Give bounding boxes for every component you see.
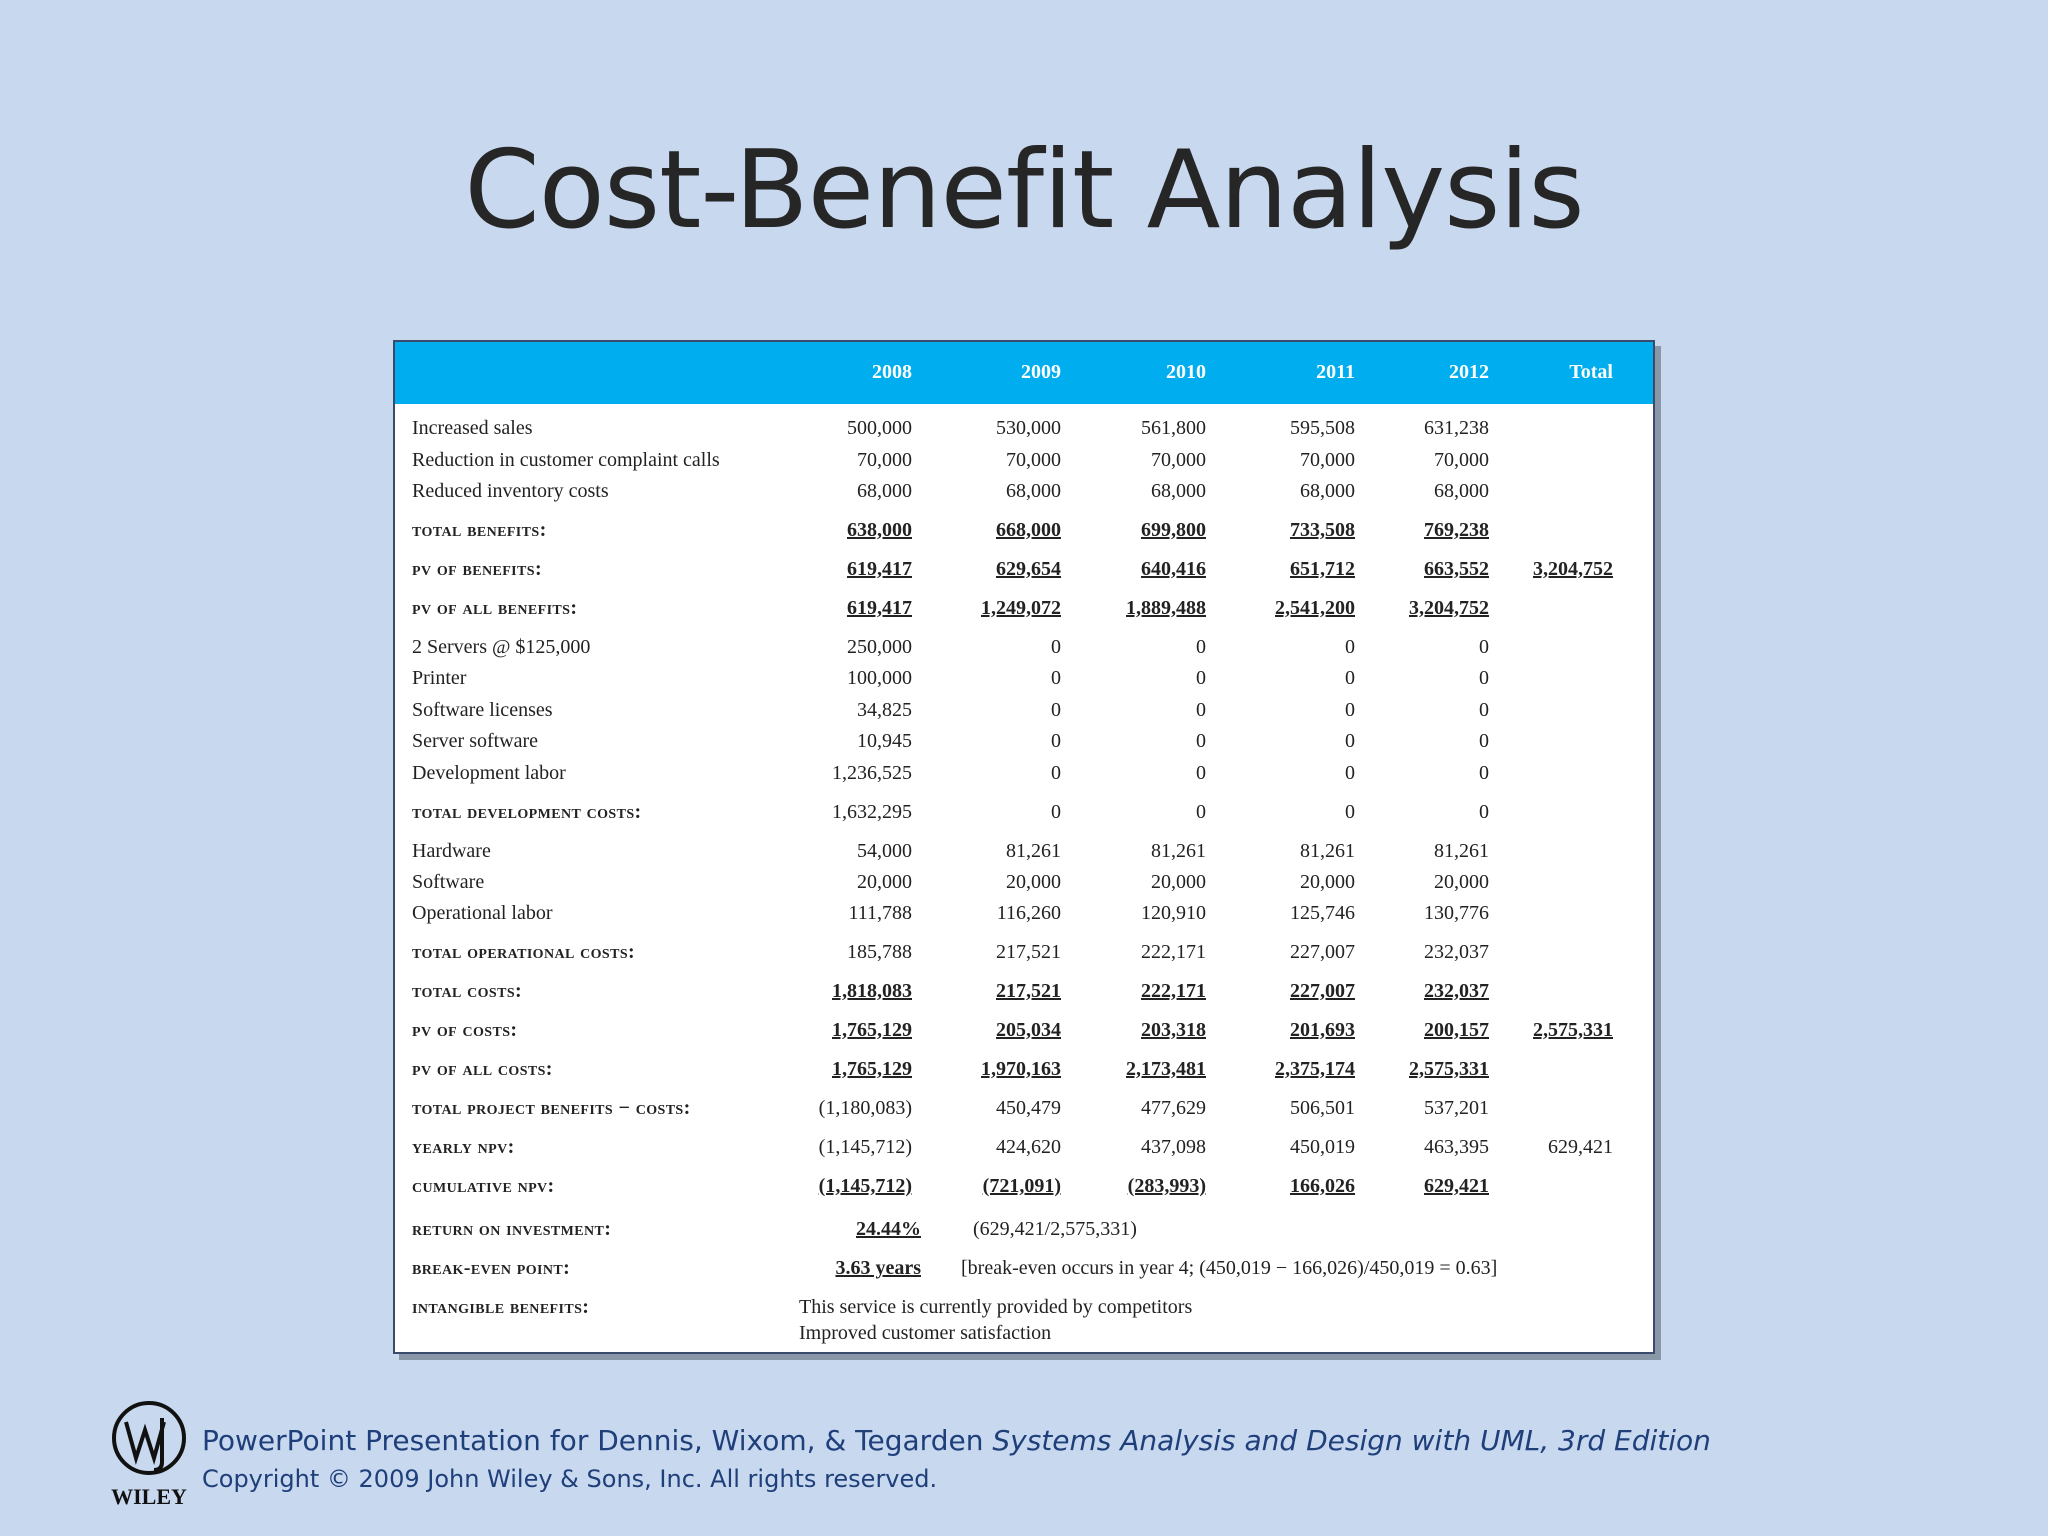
cell-2012: 0 (1479, 636, 1489, 658)
cell-2009: 68,000 (1006, 480, 1061, 502)
roi-note: (629,421/2,575,331) (973, 1218, 1137, 1240)
cell-total: 2,575,331 (1533, 1019, 1613, 1041)
cell-2011: 166,026 (1290, 1175, 1355, 1197)
cell-2008: 619,417 (847, 558, 912, 580)
cell-2012: 2,575,331 (1409, 1058, 1489, 1080)
row-label: total development costs: (412, 801, 642, 823)
wiley-logo-icon (110, 1400, 188, 1510)
roi-label: return on investment: (412, 1218, 612, 1240)
column-header-2008: 2008 (872, 361, 912, 383)
cell-2008: 500,000 (847, 417, 912, 439)
cell-2011: 68,000 (1300, 480, 1355, 502)
cell-2010: 0 (1196, 667, 1206, 689)
row-label: Software licenses (412, 699, 553, 721)
row-label: Hardware (412, 840, 491, 862)
slide-title: Cost-Benefit Analysis (464, 128, 1584, 253)
cell-2008: 100,000 (847, 667, 912, 689)
cell-2008: 10,945 (857, 730, 912, 752)
table-row (395, 1058, 1653, 1088)
intangible-label: intangible benefits: (412, 1296, 590, 1318)
row-label: Reduction in customer complaint calls (412, 449, 720, 471)
row-label: pv of benefits: (412, 558, 543, 580)
cell-2009: 530,000 (996, 417, 1061, 439)
cell-2012: 3,204,752 (1409, 597, 1489, 619)
table-row (395, 840, 1653, 870)
row-label: pv of costs: (412, 1019, 518, 1041)
cell-2008: 1,818,083 (832, 980, 912, 1002)
table-header (395, 342, 1653, 404)
cell-2009: 70,000 (1006, 449, 1061, 471)
cell-2012: 663,552 (1424, 558, 1489, 580)
cell-2008: 1,765,129 (832, 1019, 912, 1041)
cell-2010: 120,910 (1141, 902, 1206, 924)
footer-prefix: PowerPoint Presentation for Dennis, Wixom, & Tegarden (202, 1424, 993, 1457)
cell-2008: (1,145,712) (818, 1175, 912, 1197)
cell-2008: 111,788 (848, 902, 912, 924)
cell-2010: 0 (1196, 762, 1206, 784)
cell-2010: 68,000 (1151, 480, 1206, 502)
cell-2008: (1,180,083) (818, 1097, 912, 1119)
cell-2010: 0 (1196, 730, 1206, 752)
cell-2008: 1,765,129 (832, 1058, 912, 1080)
footer-line-1 (202, 1424, 1711, 1457)
row-label: total project benefits − costs: (412, 1097, 691, 1119)
cell-2010: 1,889,488 (1126, 597, 1206, 619)
cell-2009: 217,521 (996, 941, 1061, 963)
breakeven-row (395, 1257, 1653, 1287)
row-label: pv of all benefits: (412, 597, 578, 619)
cell-2008: 638,000 (847, 519, 912, 541)
cell-2011: 2,375,174 (1275, 1058, 1355, 1080)
cell-2012: 130,776 (1424, 902, 1489, 924)
cell-2010: 0 (1196, 636, 1206, 658)
cell-2010: 222,171 (1141, 980, 1206, 1002)
cell-2011: 0 (1345, 762, 1355, 784)
cell-2010: 70,000 (1151, 449, 1206, 471)
cell-2009: 450,479 (996, 1097, 1061, 1119)
row-label: total costs: (412, 980, 523, 1002)
table-row (395, 558, 1653, 588)
cell-2011: 20,000 (1300, 871, 1355, 893)
cell-2012: 0 (1479, 699, 1489, 721)
breakeven-note: [break-even occurs in year 4; (450,019 − 166,026)/450,019 = 0.63] (961, 1257, 1498, 1279)
cell-2012: 463,395 (1424, 1136, 1489, 1158)
cell-2010: 222,171 (1141, 941, 1206, 963)
table-row (395, 1175, 1653, 1205)
cell-2009: 20,000 (1006, 871, 1061, 893)
cell-2011: 0 (1345, 730, 1355, 752)
table-row (395, 1136, 1653, 1166)
footer (202, 1424, 1711, 1493)
table-row (395, 636, 1653, 666)
cell-2009: 205,034 (996, 1019, 1061, 1041)
cell-2011: 201,693 (1290, 1019, 1355, 1041)
cell-2008: 54,000 (857, 840, 912, 862)
intangible-line-2: Improved customer satisfaction (799, 1322, 1052, 1344)
cell-2009: 0 (1051, 636, 1061, 658)
cell-2012: 0 (1479, 730, 1489, 752)
cell-2010: 81,261 (1151, 840, 1206, 862)
cell-2010: 561,800 (1141, 417, 1206, 439)
cell-2011: 651,712 (1290, 558, 1355, 580)
row-label: Reduced inventory costs (412, 480, 609, 502)
cell-2010: 437,098 (1141, 1136, 1206, 1158)
cell-2011: 450,019 (1290, 1136, 1355, 1158)
row-label: cumulative npv: (412, 1175, 555, 1197)
table-row (395, 480, 1653, 510)
cell-2009: 217,521 (996, 980, 1061, 1002)
cell-2008: 1,236,525 (832, 762, 912, 784)
cell-2011: 0 (1345, 699, 1355, 721)
cell-2011: 227,007 (1290, 941, 1355, 963)
cell-2010: 2,173,481 (1126, 1058, 1206, 1080)
cost-benefit-table (393, 340, 1655, 1354)
cell-2011: 227,007 (1290, 980, 1355, 1002)
cell-2012: 769,238 (1424, 519, 1489, 541)
cell-2012: 0 (1479, 762, 1489, 784)
row-label: Printer (412, 667, 467, 689)
cell-2011: 506,501 (1290, 1097, 1355, 1119)
cell-2008: (1,145,712) (818, 1136, 912, 1158)
cell-2008: 619,417 (847, 597, 912, 619)
row-label: Increased sales (412, 417, 533, 439)
cell-2011: 0 (1345, 636, 1355, 658)
table-row (395, 730, 1653, 760)
table-row (395, 519, 1653, 549)
row-label: Server software (412, 730, 539, 752)
row-label: yearly npv: (412, 1136, 515, 1158)
table-row (395, 762, 1653, 792)
cell-2011: 0 (1345, 667, 1355, 689)
cell-2012: 232,037 (1424, 980, 1489, 1002)
cell-2012: 20,000 (1434, 871, 1489, 893)
row-label: total operational costs: (412, 941, 636, 963)
column-header-2009: 2009 (1021, 361, 1061, 383)
column-header-total: Total (1569, 361, 1613, 383)
cell-2012: 68,000 (1434, 480, 1489, 502)
row-label: Software (412, 871, 485, 893)
table-row (395, 980, 1653, 1010)
cell-2011: 81,261 (1300, 840, 1355, 862)
cell-2011: 0 (1345, 801, 1355, 823)
cell-2010: 0 (1196, 801, 1206, 823)
cell-2010: 477,629 (1141, 1097, 1206, 1119)
column-header-2012: 2012 (1449, 361, 1489, 383)
cell-total: 629,421 (1548, 1136, 1613, 1158)
cell-2011: 2,541,200 (1275, 597, 1355, 619)
footer-book-title: Systems Analysis and Design with UML, 3rd Edition (992, 1424, 1711, 1457)
table-row (395, 902, 1653, 932)
cell-2011: 70,000 (1300, 449, 1355, 471)
cell-2010: 0 (1196, 699, 1206, 721)
cell-2011: 733,508 (1290, 519, 1355, 541)
roi-value: 24.44% (856, 1218, 921, 1240)
row-label: total benefits: (412, 519, 547, 541)
row-label: 2 Servers @ $125,000 (412, 636, 591, 658)
roi-row (395, 1218, 1653, 1248)
cell-2009: 116,260 (996, 902, 1061, 924)
cell-2010: 699,800 (1141, 519, 1206, 541)
cell-2009: 629,654 (996, 558, 1061, 580)
row-label: Operational labor (412, 902, 553, 924)
cell-2012: 200,157 (1424, 1019, 1489, 1041)
cell-2012: 537,201 (1424, 1097, 1489, 1119)
column-header-2011: 2011 (1316, 361, 1355, 383)
cell-2008: 70,000 (857, 449, 912, 471)
cell-2012: 232,037 (1424, 941, 1489, 963)
cell-2009: 0 (1051, 667, 1061, 689)
cell-2008: 185,788 (847, 941, 912, 963)
cell-2012: 0 (1479, 667, 1489, 689)
cell-2010: (283,993) (1127, 1175, 1206, 1197)
cell-2010: 20,000 (1151, 871, 1206, 893)
table-row (395, 801, 1653, 831)
row-label: Development labor (412, 762, 566, 784)
cell-2009: 1,249,072 (981, 597, 1061, 619)
cell-2009: 0 (1051, 699, 1061, 721)
table-row (395, 667, 1653, 697)
cell-2012: 70,000 (1434, 449, 1489, 471)
table-row (395, 699, 1653, 729)
cell-2008: 34,825 (857, 699, 912, 721)
row-label: pv of all costs: (412, 1058, 553, 1080)
footer-copyright: Copyright © 2009 John Wiley & Sons, Inc. All rights reserved. (202, 1465, 938, 1493)
table-row (395, 597, 1653, 627)
table-row (395, 1019, 1653, 1049)
cell-2012: 631,238 (1424, 417, 1489, 439)
intangible-line-1: This service is currently provided by competitors (799, 1296, 1193, 1318)
cell-2009: 668,000 (996, 519, 1061, 541)
cell-2010: 203,318 (1141, 1019, 1206, 1041)
cell-2011: 595,508 (1290, 417, 1355, 439)
table-row (395, 1097, 1653, 1127)
wiley-logo-text: WILEY (111, 1484, 187, 1509)
intangible-row (395, 1296, 1653, 1356)
cell-2008: 250,000 (847, 636, 912, 658)
cell-2009: 424,620 (996, 1136, 1061, 1158)
cell-2009: 81,261 (1006, 840, 1061, 862)
cell-2009: (721,091) (982, 1175, 1061, 1197)
cell-2008: 68,000 (857, 480, 912, 502)
table-row (395, 417, 1653, 447)
cell-2010: 640,416 (1141, 558, 1206, 580)
breakeven-value: 3.63 years (835, 1257, 921, 1279)
table-row (395, 941, 1653, 971)
cell-2009: 0 (1051, 730, 1061, 752)
column-header-2010: 2010 (1166, 361, 1206, 383)
table-row (395, 449, 1653, 479)
cell-2009: 1,970,163 (981, 1058, 1061, 1080)
cell-2012: 81,261 (1434, 840, 1489, 862)
cell-2009: 0 (1051, 801, 1061, 823)
breakeven-label: break-even point: (412, 1257, 571, 1279)
cell-2009: 0 (1051, 762, 1061, 784)
cell-2011: 125,746 (1290, 902, 1355, 924)
cell-2008: 1,632,295 (832, 801, 912, 823)
cell-total: 3,204,752 (1533, 558, 1613, 580)
table-row (395, 871, 1653, 901)
cell-2008: 20,000 (857, 871, 912, 893)
cell-2012: 629,421 (1424, 1175, 1489, 1197)
cell-2012: 0 (1479, 801, 1489, 823)
